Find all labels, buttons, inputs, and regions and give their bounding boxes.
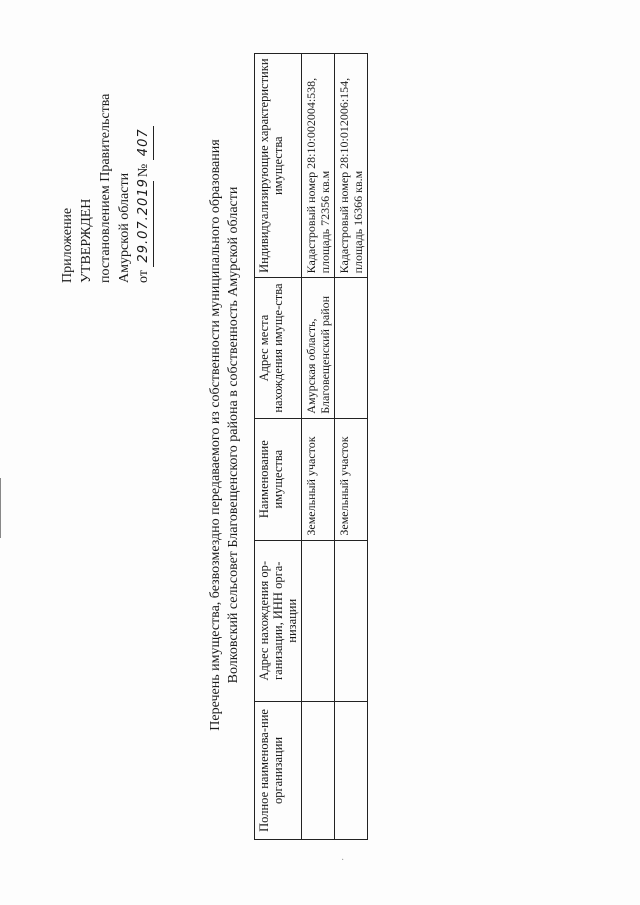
header-org-address: Адрес нахождения ор-ганизации, ИНН орга-низации (255, 540, 302, 701)
table-cell: Земельный участок (302, 418, 335, 540)
table-row (335, 54, 368, 840)
number-prefix: № (136, 163, 151, 178)
table-cell (302, 540, 335, 701)
document-title (207, 95, 243, 775)
table-cell: Амурская область, Благовещенский район (302, 278, 335, 418)
number-value: 407 (134, 126, 154, 160)
header-property-name: Наименование имущества (255, 418, 302, 540)
table-cell: Кадастровый номер 28:10:002004:538, площадь 72356 кв.м (302, 54, 335, 278)
approval-block (58, 94, 154, 283)
header-org-name: Полное наименова-ние организации (255, 701, 302, 839)
table-cell (302, 701, 335, 839)
table-row (302, 54, 335, 840)
table-cell (335, 701, 368, 839)
table-cell (335, 278, 368, 418)
table-cell: Кадастровый номер 28:10:012006:154, площадь 16366 кв.м (335, 54, 368, 278)
scan-dot: · (341, 855, 345, 866)
date-line (134, 94, 154, 283)
table-cell: Земельный участок (335, 418, 368, 540)
date-prefix: от (136, 270, 151, 283)
appendix-label: Приложение (60, 207, 75, 283)
region-label: Амурской области (117, 172, 132, 283)
table-header-row (255, 54, 302, 840)
header-property-address: Адрес места нахождения имуще-ства (255, 278, 302, 418)
date-value: 29.07.2019 (134, 181, 154, 267)
title-line-2: Волковский сельсовет Благовещенского района в собственность Амурской области (226, 186, 241, 684)
header-property-characteristics: Индивидуализирующие характеристики имущества (255, 54, 302, 278)
resolution-label: постановлением Правительства (98, 93, 113, 283)
title-line-1: Перечень имущества, безвозмездно передаваемого из собственности муниципального образования (208, 139, 223, 731)
approved-label: УТВЕРЖДЕН (79, 198, 94, 283)
table-cell (335, 540, 368, 701)
property-table (254, 53, 368, 840)
